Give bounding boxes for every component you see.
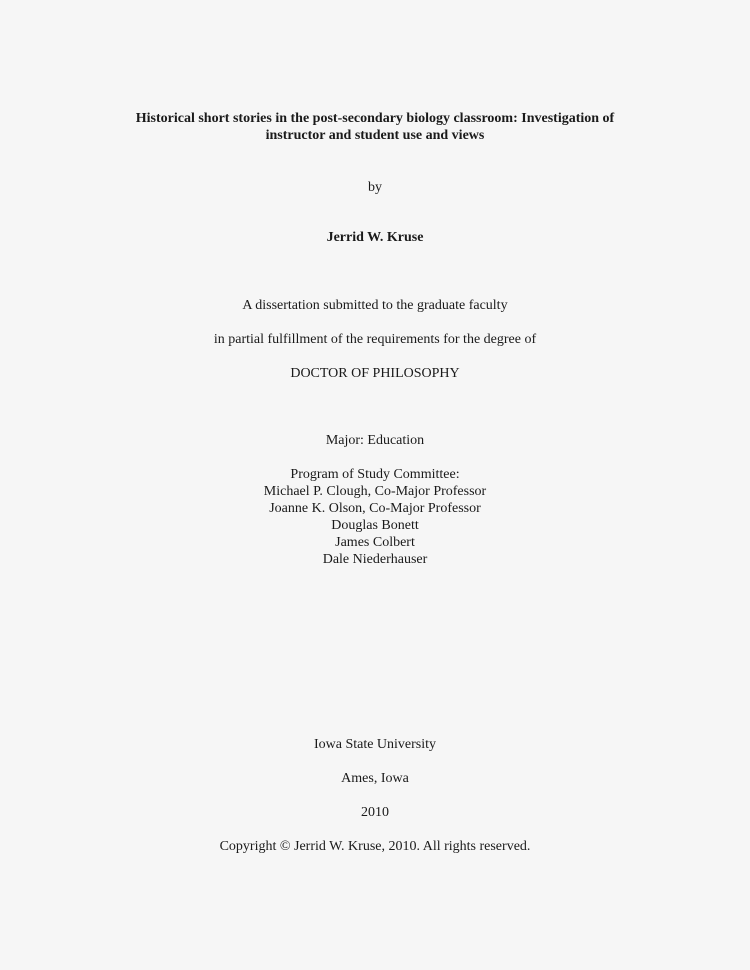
degree-name: DOCTOR OF PHILOSOPHY (290, 366, 460, 381)
committee-heading: Program of Study Committee: (290, 467, 460, 482)
committee-member: Douglas Bonett (331, 518, 419, 533)
by-label: by (368, 180, 382, 195)
author-name: Jerrid W. Kruse (326, 230, 424, 245)
submission-statement-line-1: A dissertation submitted to the graduate faculty (242, 298, 508, 313)
submission-statement-line-2: in partial fulfillment of the requirements for the degree of (213, 332, 537, 347)
committee-member: James Colbert (335, 535, 415, 550)
major-field: Major: Education (325, 433, 425, 448)
committee-member: Joanne K. Olson, Co-Major Professor (269, 501, 481, 516)
committee-member: Dale Niederhauser (322, 552, 428, 567)
university-name: Iowa State University (313, 737, 437, 752)
committee-member: Michael P. Clough, Co-Major Professor (263, 484, 487, 499)
title-line-2: instructor and student use and views (265, 128, 485, 143)
copyright-notice: Copyright © Jerrid W. Kruse, 2010. All rights reserved. (219, 839, 531, 854)
university-location: Ames, Iowa (341, 771, 409, 786)
title-line-1: Historical short stories in the post-secondary biology classroom: Investigation of (135, 111, 615, 126)
publication-year: 2010 (361, 805, 389, 820)
